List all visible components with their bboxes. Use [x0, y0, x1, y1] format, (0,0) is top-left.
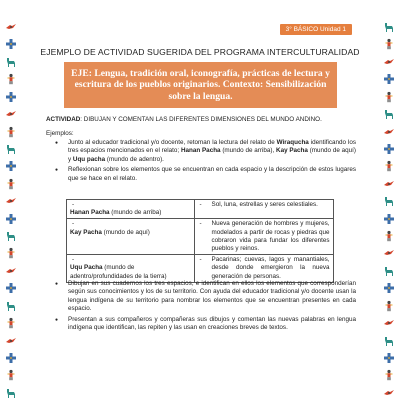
cross-icon — [383, 72, 395, 84]
cross-icon — [5, 90, 17, 102]
table-cell-key: -Hanan Pacha (mundo de arriba) — [67, 200, 195, 219]
cross-icon — [5, 159, 17, 171]
figure-icon — [383, 159, 395, 171]
left-decorative-border — [3, 18, 19, 400]
unit-badge: 3° BÁSICO Unidad 1 — [280, 24, 352, 35]
bullet-list-top — [54, 139, 356, 185]
cross-icon — [383, 281, 395, 293]
table-row — [67, 255, 334, 283]
document-page — [38, 0, 362, 400]
llama-icon — [383, 264, 395, 276]
bird-icon — [5, 107, 17, 119]
activity-line — [46, 116, 322, 123]
list-item: ● Dibujan en sus cuadernos los tres espacios, e identifican en ellos los elementos que corresponderían según sus conocimientos y los de su territorio. Con ayuda del educador tradicional y/o docente usan la lengua indígena de su territorio para nombrar los elementos que se encuentran presentes en cada espacio. — [54, 280, 356, 314]
llama-icon — [383, 20, 395, 32]
bird-icon — [5, 334, 17, 346]
figure-icon — [5, 316, 17, 328]
eje-banner — [64, 62, 337, 108]
llama-icon — [383, 334, 395, 346]
llama-icon — [5, 299, 17, 311]
figure-icon — [383, 229, 395, 241]
table-cell-key: -Uqu Pacha (mundo de adentro/profundidades de la tierra) — [67, 255, 195, 283]
table-cell-key: -Kay Pacha (mundo de aquí) — [67, 219, 195, 255]
llama-icon — [5, 142, 17, 154]
cross-icon — [383, 212, 395, 224]
right-decorative-border — [381, 18, 397, 400]
bird-icon — [383, 125, 395, 137]
figure-icon — [5, 368, 17, 380]
eje-text: EJE: Lengua, tradición oral, iconografía, prácticas de lectura y escritura de los pueblos originarios. Contexto: Sensibilización sobre la lengua. — [71, 67, 330, 102]
list-item: ● Junto al educador tradicional y/o docente, retoman la lectura del relato de Wiraqucha identificando los tres espacios mencionados en el relato; Hanan Pacha (mundo de arriba), Kay Pacha (mundo de aquí) y Uqu pacha (mundo de adentro). — [54, 139, 356, 164]
activity-text: : DIBUJAN Y COMENTAN LAS DIFERENTES DIMENSIONES DEL MUNDO ANDINO. — [80, 116, 322, 123]
table-cell-value: - Pacarinas; cuevas, lagos y manantiales, desde donde emergieron la nueva generación de personas. — [194, 255, 333, 283]
bird-icon — [383, 246, 395, 258]
list-item: ● Presentan a sus compañeros y compañeras sus dibujos y comentan las nuevas palabras en lengua indígena que identifican, las repiten y las usan en creaciones breves de textos. — [54, 316, 356, 333]
llama-icon — [5, 229, 17, 241]
figure-icon — [383, 368, 395, 380]
figure-icon — [5, 246, 17, 258]
list-item: ● Reflexionan sobre los elementos que se encuentran en cada espacio y la descripción de estos lugares que se hace en el relato. — [54, 166, 356, 183]
activity-label: ACTIVIDAD — [46, 116, 81, 123]
figure-icon — [5, 125, 17, 137]
figure-icon — [5, 177, 17, 189]
bird-icon — [5, 264, 17, 276]
table-cell-value: - Sol, luna, estrellas y seres celestiales. — [194, 200, 333, 219]
llama-icon — [5, 55, 17, 67]
cross-icon — [5, 351, 17, 363]
dimensions-table — [66, 199, 334, 283]
figure-icon — [383, 37, 395, 49]
table-row — [67, 219, 334, 255]
table-row — [67, 200, 334, 219]
bird-icon — [383, 386, 395, 398]
cross-icon — [5, 212, 17, 224]
bird-icon — [5, 20, 17, 32]
cross-icon — [5, 281, 17, 293]
bird-icon — [383, 55, 395, 67]
bird-icon — [383, 177, 395, 189]
cross-icon — [383, 351, 395, 363]
figure-icon — [5, 72, 17, 84]
cross-icon — [5, 37, 17, 49]
page-title: EJEMPLO DE ACTIVIDAD SUGERIDA DEL PROGRAMA INTERCULTURALIDAD — [40, 47, 360, 57]
llama-icon — [383, 107, 395, 119]
figure-icon — [383, 299, 395, 311]
examples-label: Ejemplos: — [46, 130, 74, 137]
llama-icon — [383, 194, 395, 206]
cross-icon — [383, 142, 395, 154]
figure-icon — [383, 90, 395, 102]
bullet-list-bottom — [54, 280, 356, 334]
bird-icon — [383, 316, 395, 328]
table-cell-value: - Nueva generación de hombres y mujeres, modelados a partir de rocas y piedras que cobraron vida para fundar los diferentes pueblos y reinos. — [194, 219, 333, 255]
llama-icon — [5, 386, 17, 398]
bird-icon — [5, 194, 17, 206]
